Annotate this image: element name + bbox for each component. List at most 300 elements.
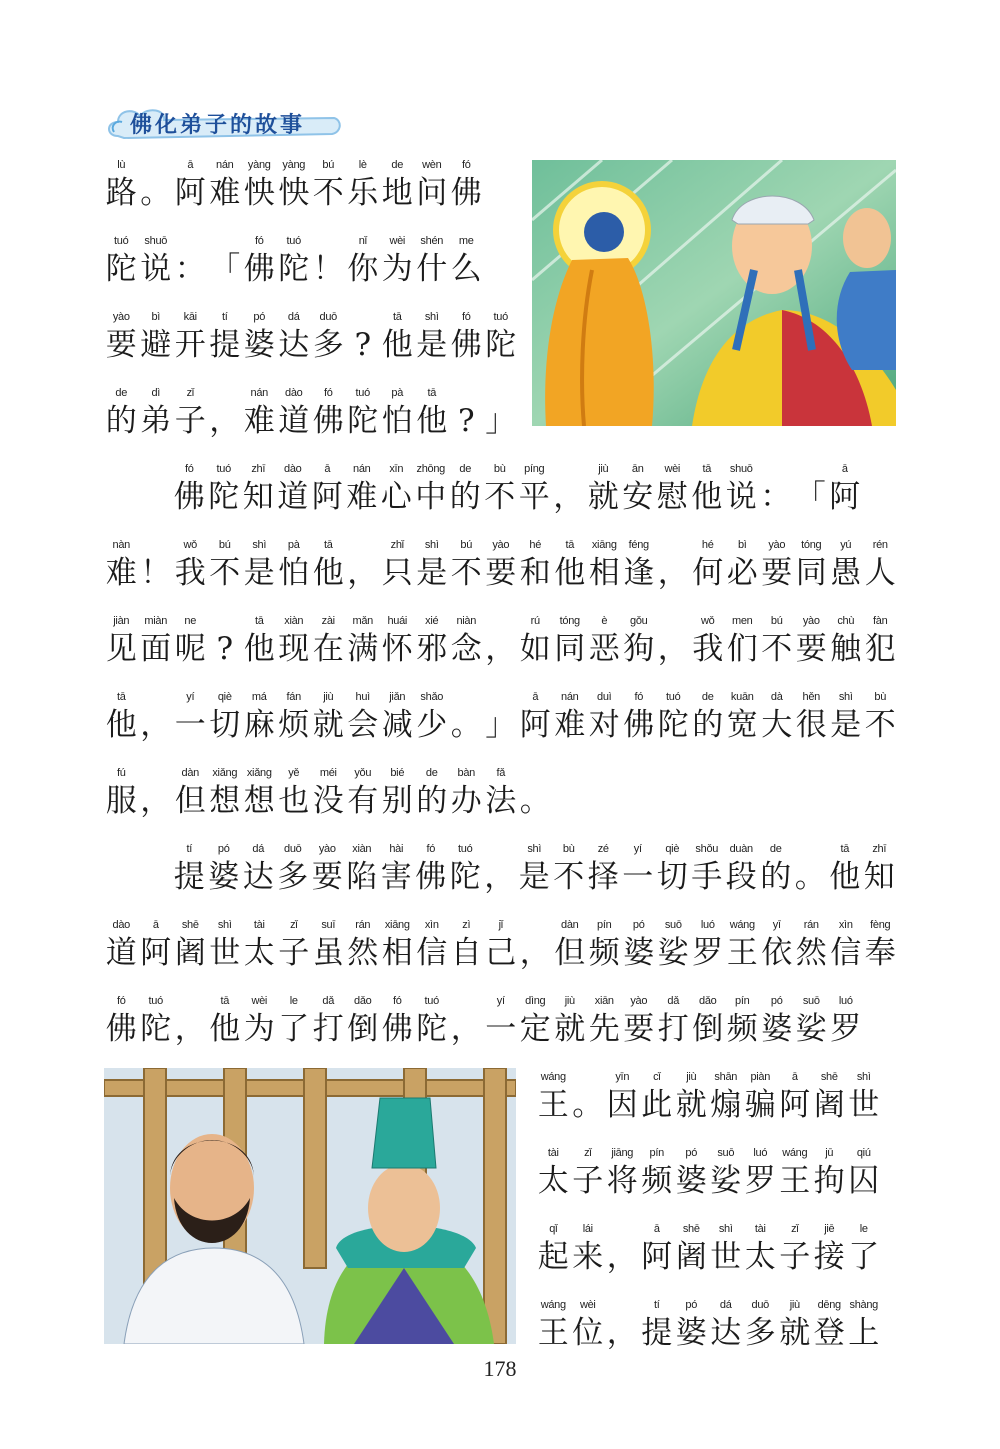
ruby-char	[829, 918, 864, 973]
ruby-char	[778, 1222, 813, 1277]
pinyin: yào	[768, 539, 786, 551]
hanzi: 阇	[174, 935, 206, 971]
ruby-char	[724, 462, 759, 517]
ruby-char	[691, 918, 726, 973]
ruby-char	[208, 158, 243, 213]
hanzi: 阿	[829, 479, 861, 515]
pinyin: shì	[718, 1223, 733, 1235]
pinyin: dàn	[181, 767, 199, 779]
ruby-char	[760, 690, 795, 745]
ruby-char	[691, 614, 726, 669]
ruby-char	[812, 1146, 847, 1201]
hanzi: ！	[140, 555, 172, 591]
hanzi: 位	[572, 1315, 604, 1351]
pinyin: tí	[221, 311, 228, 323]
pinyin: kuān	[730, 691, 754, 703]
pinyin: wèi	[579, 1299, 596, 1311]
ruby-char	[415, 386, 450, 441]
hanzi: 要	[623, 1011, 655, 1047]
hanzi: 何	[692, 555, 724, 591]
hanzi: 达	[710, 1315, 742, 1351]
ruby-char	[793, 842, 828, 897]
pinyin: huái	[387, 615, 408, 627]
hanzi: 手	[691, 859, 723, 895]
pinyin: yī	[772, 919, 781, 931]
hanzi: 子	[278, 935, 310, 971]
hanzi: 陀	[278, 251, 310, 287]
text-line	[172, 462, 862, 517]
ruby-char	[346, 158, 381, 213]
hanzi: 然	[795, 935, 827, 971]
pinyin: è	[601, 615, 608, 627]
ruby-char	[208, 994, 243, 1049]
ruby-char	[208, 690, 243, 745]
hanzi: 但	[174, 783, 206, 819]
ruby-char	[605, 1146, 640, 1201]
hanzi: 。	[450, 707, 482, 743]
ruby-char	[484, 386, 519, 441]
hanzi: ，	[450, 1011, 482, 1047]
ruby-char	[242, 234, 277, 289]
pinyin: bù	[562, 843, 575, 855]
pinyin: jiù	[598, 463, 609, 475]
ruby-char	[104, 690, 139, 745]
ruby-char	[380, 994, 415, 1049]
pinyin: tuó	[286, 235, 301, 247]
hanzi: 就	[779, 1315, 811, 1351]
ruby-char	[587, 538, 622, 593]
pinyin: de	[701, 691, 714, 703]
hanzi: 也	[278, 783, 310, 819]
ruby-char	[552, 462, 587, 517]
hanzi: 拘	[813, 1163, 845, 1199]
hanzi: 婆	[208, 859, 240, 895]
pinyin: fó	[634, 691, 644, 703]
hanzi: 么	[450, 251, 482, 287]
hanzi: 心	[380, 479, 412, 515]
hanzi: 不	[761, 631, 793, 667]
ruby-char	[173, 234, 208, 289]
ruby-char	[536, 1146, 571, 1201]
hanzi: 多	[312, 327, 344, 363]
pinyin: dǎ	[667, 995, 680, 1007]
pinyin: píng	[524, 463, 545, 475]
pinyin: zì	[462, 919, 471, 931]
pinyin: jiàn	[113, 615, 130, 627]
ruby-char	[207, 462, 242, 517]
hanzi: 他	[209, 1011, 241, 1047]
pinyin: shì	[838, 691, 853, 703]
ruby-char	[760, 614, 795, 669]
pinyin: wèi	[389, 235, 406, 247]
hanzi: 大	[761, 707, 793, 743]
ruby-char	[345, 842, 380, 897]
hanzi: 要	[311, 859, 343, 895]
ruby-char	[173, 614, 208, 669]
text-line	[104, 766, 553, 821]
text-line	[536, 1146, 881, 1201]
ruby-char	[725, 538, 760, 593]
ruby-char	[847, 1222, 882, 1277]
ruby-char	[173, 158, 208, 213]
pinyin: duō	[751, 1299, 769, 1311]
ruby-char	[346, 614, 381, 669]
king-imprisoned-illustration	[104, 1068, 516, 1344]
buddha-with-disciples-illustration	[532, 160, 896, 426]
pinyin: nǐ	[358, 235, 367, 247]
ruby-char	[345, 462, 380, 517]
pinyin: le	[859, 1223, 868, 1235]
pinyin: wǒ	[701, 615, 715, 627]
ruby-char	[517, 842, 552, 897]
ruby-char	[759, 842, 794, 897]
ruby-char	[277, 614, 312, 669]
hanzi: 了	[278, 1011, 310, 1047]
pinyin: me	[458, 235, 474, 247]
pinyin: shē	[181, 919, 199, 931]
hanzi: 倒	[692, 1011, 724, 1047]
ruby-char	[449, 766, 484, 821]
pinyin: xiāng	[384, 919, 410, 931]
pinyin: wèi	[251, 995, 268, 1007]
pinyin: shuō	[729, 463, 753, 475]
ruby-char	[415, 918, 450, 973]
ruby-char	[104, 994, 139, 1049]
hanzi: 切	[656, 859, 688, 895]
hanzi: 阿	[311, 479, 343, 515]
hanzi: 不	[864, 707, 896, 743]
pinyin: xìn	[424, 919, 439, 931]
ruby-char	[518, 614, 553, 669]
ruby-char	[828, 842, 863, 897]
ruby-char	[415, 766, 450, 821]
pinyin: wèi	[664, 463, 681, 475]
hanzi: 法	[485, 783, 517, 819]
ruby-char	[656, 690, 691, 745]
ruby-char	[605, 1298, 640, 1353]
ruby-char	[415, 614, 450, 669]
ruby-char	[139, 234, 174, 289]
ruby-char	[640, 1146, 675, 1201]
hanzi: 佛	[450, 175, 482, 211]
pinyin: tā	[840, 843, 850, 855]
pinyin: ā	[841, 463, 848, 475]
pinyin: shuō	[144, 235, 168, 247]
pinyin: qiè	[217, 691, 232, 703]
pinyin: tā	[392, 311, 402, 323]
ruby-char	[656, 918, 691, 973]
pinyin: zài	[321, 615, 335, 627]
hanzi: 」	[485, 707, 517, 743]
hanzi: 开	[174, 327, 206, 363]
ruby-char	[311, 234, 346, 289]
hanzi: 麻	[243, 707, 275, 743]
hanzi: 烦	[278, 707, 310, 743]
hanzi: 道	[277, 479, 309, 515]
pinyin: zé	[597, 843, 609, 855]
pinyin: zhī	[872, 843, 887, 855]
hanzi: 会	[347, 707, 379, 743]
pinyin: dǎ	[322, 995, 335, 1007]
hanzi: 王	[779, 1163, 811, 1199]
pinyin: fó	[184, 463, 194, 475]
ruby-char	[173, 690, 208, 745]
pinyin: duì	[597, 691, 612, 703]
ruby-char	[380, 386, 415, 441]
hanzi: 同	[795, 555, 827, 591]
ruby-char	[277, 386, 312, 441]
hanzi: 对	[588, 707, 620, 743]
ruby-char	[605, 1222, 640, 1277]
hanzi: 我	[174, 555, 206, 591]
ruby-char	[759, 462, 794, 517]
hanzi: 要	[761, 555, 793, 591]
hanzi: 信	[830, 935, 862, 971]
ruby-char	[622, 994, 657, 1049]
pinyin: yú	[840, 539, 852, 551]
ruby-char	[449, 690, 484, 745]
hanzi: 陀	[208, 479, 240, 515]
pinyin: rén	[872, 539, 888, 551]
hanzi: 择	[587, 859, 619, 895]
hanzi: 知	[242, 479, 274, 515]
ruby-char	[346, 918, 381, 973]
ruby-char	[242, 690, 277, 745]
ruby-char	[208, 614, 243, 669]
ruby-char	[847, 1070, 882, 1125]
hanzi: 段	[725, 859, 757, 895]
ruby-char	[311, 386, 346, 441]
ruby-char	[139, 918, 174, 973]
ruby-char	[415, 690, 450, 745]
hanzi: 邪	[416, 631, 448, 667]
pinyin: kāi	[183, 311, 197, 323]
pinyin: ān	[631, 463, 644, 475]
ruby-char	[277, 158, 312, 213]
pinyin: tuó	[424, 995, 439, 1007]
ruby-char	[139, 994, 174, 1049]
ruby-char	[552, 842, 587, 897]
pinyin: hài	[389, 843, 404, 855]
hanzi: 现	[278, 631, 310, 667]
pinyin: dǎo	[354, 995, 372, 1007]
ruby-char	[379, 842, 414, 897]
hanzi: 佛	[312, 403, 344, 439]
hanzi: 想	[209, 783, 241, 819]
hanzi: 己	[485, 935, 517, 971]
hanzi: 逢	[623, 555, 655, 591]
pinyin: dào	[285, 387, 303, 399]
ruby-char	[104, 766, 139, 821]
ruby-char	[449, 234, 484, 289]
hanzi: 是	[518, 859, 550, 895]
hanzi: ，	[606, 1315, 638, 1351]
pinyin: pín	[597, 919, 612, 931]
hanzi: 中	[415, 479, 447, 515]
hanzi: 。	[794, 859, 826, 895]
hanzi: 阿	[519, 707, 551, 743]
hanzi: 打	[312, 1011, 344, 1047]
pinyin: rán	[355, 919, 371, 931]
ruby-char	[139, 158, 174, 213]
hanzi: 平	[518, 479, 550, 515]
ruby-char	[622, 614, 657, 669]
ruby-char	[242, 766, 277, 821]
pinyin: xiǎng	[246, 767, 272, 779]
pinyin: fó	[461, 311, 471, 323]
ruby-char	[691, 690, 726, 745]
pinyin: hěn	[802, 691, 820, 703]
pinyin: fó	[116, 995, 126, 1007]
text-line	[104, 918, 898, 973]
hanzi: 多	[744, 1315, 776, 1351]
hanzi: 人	[864, 555, 896, 591]
pinyin: men	[732, 615, 753, 627]
ruby-char	[709, 1070, 744, 1125]
ruby-char	[571, 1298, 606, 1353]
pinyin: de	[769, 843, 782, 855]
pinyin: tā	[254, 615, 264, 627]
hanzi: 避	[140, 327, 172, 363]
hanzi: 罗	[744, 1163, 776, 1199]
hanzi: 佛	[450, 327, 482, 363]
ruby-char	[242, 614, 277, 669]
ruby-char	[311, 310, 346, 365]
text-line	[104, 158, 484, 213]
hanzi: 只	[381, 555, 413, 591]
ruby-char	[622, 690, 657, 745]
hanzi: 佛	[105, 1011, 137, 1047]
pinyin: yào	[630, 995, 648, 1007]
pinyin: nán	[250, 387, 268, 399]
pinyin: tí	[653, 1299, 660, 1311]
hanzi: 太	[537, 1163, 569, 1199]
ruby-char	[812, 1222, 847, 1277]
pinyin: bì	[151, 311, 161, 323]
pinyin: tuó	[114, 235, 129, 247]
hanzi: ?	[216, 631, 234, 667]
hanzi: 陀	[140, 1011, 172, 1047]
ruby-char	[380, 918, 415, 973]
hanzi: 呢	[174, 631, 206, 667]
hanzi: 我	[692, 631, 724, 667]
pinyin: shē	[820, 1071, 838, 1083]
ruby-char	[104, 386, 139, 441]
pinyin: pín	[735, 995, 750, 1007]
pinyin: jǐ	[498, 919, 503, 931]
ruby-char	[483, 842, 518, 897]
ruby-char	[725, 918, 760, 973]
ruby-char	[380, 614, 415, 669]
ruby-char	[553, 690, 588, 745]
pinyin: yào	[492, 539, 510, 551]
pinyin: wǒ	[183, 539, 197, 551]
hanzi: 陀	[449, 859, 481, 895]
pinyin: jiǎn	[389, 691, 406, 703]
hanzi: 婆	[675, 1163, 707, 1199]
pinyin: miàn	[144, 615, 168, 627]
pinyin: ā	[791, 1071, 798, 1083]
pinyin: bié	[390, 767, 405, 779]
ruby-char	[794, 690, 829, 745]
pinyin: zǐ	[584, 1147, 592, 1159]
ruby-char	[587, 614, 622, 669]
hanzi: 陀	[105, 251, 137, 287]
ruby-char	[277, 994, 312, 1049]
ruby-char	[173, 766, 208, 821]
pinyin: mǎn	[352, 615, 373, 627]
ruby-char	[725, 994, 760, 1049]
pinyin: tóng	[801, 539, 822, 551]
pinyin: hé	[701, 539, 714, 551]
ruby-char	[553, 614, 588, 669]
hanzi: 是	[243, 555, 275, 591]
pinyin: xiàn	[352, 843, 372, 855]
ruby-char	[484, 918, 519, 973]
pinyin: shén	[420, 235, 444, 247]
pinyin: féng	[628, 539, 649, 551]
pinyin: pó	[685, 1147, 698, 1159]
ruby-char	[208, 766, 243, 821]
ruby-char	[725, 614, 760, 669]
hanzi: 什	[416, 251, 448, 287]
ruby-char	[277, 918, 312, 973]
hanzi: 此	[641, 1087, 673, 1123]
ruby-char	[483, 462, 518, 517]
ruby-char	[655, 842, 690, 897]
ruby-char	[380, 310, 415, 365]
ruby-char	[484, 538, 519, 593]
pinyin: méi	[319, 767, 337, 779]
ruby-char	[242, 310, 277, 365]
ruby-char	[518, 538, 553, 593]
ruby-char	[346, 690, 381, 745]
hanzi: 道	[278, 403, 310, 439]
pinyin: pà	[287, 539, 300, 551]
hanzi: 达	[278, 327, 310, 363]
ruby-char	[571, 1222, 606, 1277]
pinyin: duō	[319, 311, 337, 323]
ruby-char	[139, 386, 174, 441]
hanzi: 和	[519, 555, 551, 591]
hanzi: 阇	[813, 1087, 845, 1123]
pinyin: tuó	[666, 691, 681, 703]
hanzi: 说	[725, 479, 757, 515]
pinyin: fó	[323, 387, 333, 399]
pinyin: dá	[287, 311, 300, 323]
ruby-char	[794, 538, 829, 593]
ruby-char	[863, 614, 898, 669]
hanzi: 上	[848, 1315, 880, 1351]
ruby-char	[743, 1070, 778, 1125]
hanzi: 他	[105, 707, 137, 743]
pinyin: yí	[186, 691, 195, 703]
hanzi: 。	[140, 175, 172, 211]
ruby-char	[640, 1222, 675, 1277]
pinyin: wáng	[782, 1147, 808, 1159]
pinyin: shì	[424, 311, 439, 323]
pinyin: piàn	[750, 1071, 771, 1083]
hanzi: 就	[554, 1011, 586, 1047]
ruby-char	[691, 994, 726, 1049]
hanzi: 」	[485, 403, 517, 439]
ruby-char	[587, 994, 622, 1049]
hanzi: 子	[572, 1163, 604, 1199]
ruby-char	[311, 614, 346, 669]
hanzi: 怕	[278, 555, 310, 591]
pinyin: wáng	[540, 1299, 566, 1311]
ruby-char	[277, 538, 312, 593]
